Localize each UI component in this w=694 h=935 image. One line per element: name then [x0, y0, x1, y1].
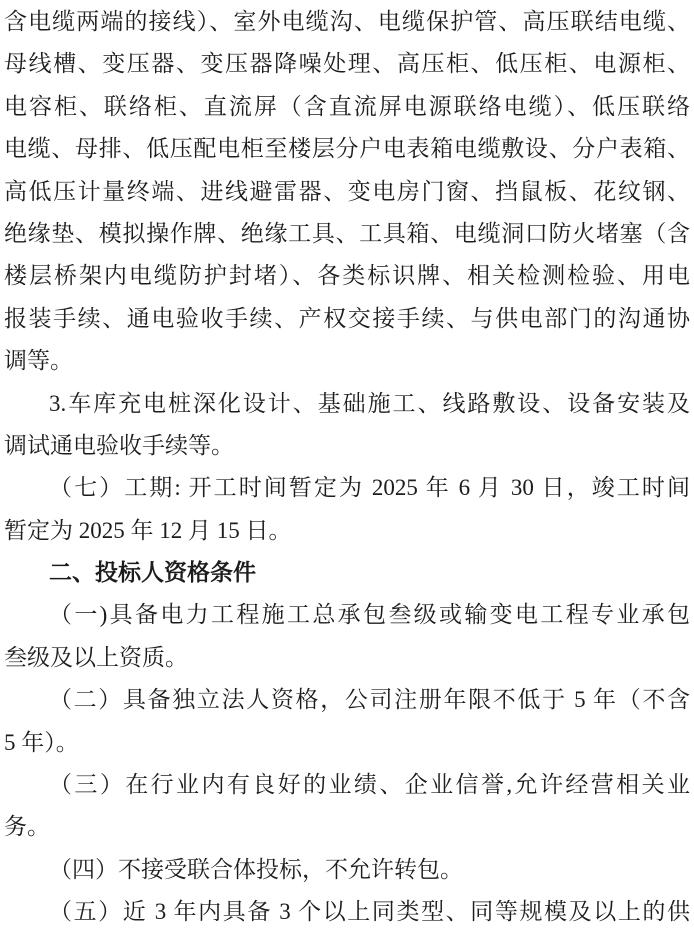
text-line: （一)具备电力工程施工总承包叁级或输变电工程专业承包: [49, 602, 690, 628]
text-line: 3.车库充电桩深化设计、基础施工、线路敷设、设备安装及: [49, 390, 690, 416]
text-line: （二）具备独立法人资格，公司注册年限不低于 5 年（不含: [49, 687, 690, 713]
text-line: 楼层桥架内电缆防护封堵）、各类标识牌、相关检测检验、用电: [4, 263, 690, 289]
text-line: 母线槽、变压器、变压器降噪处理、高压柜、低压柜、电源柜、: [4, 51, 690, 77]
text-line: 调试通电验收手续等。: [4, 432, 234, 458]
text-line: （四）不接受联合体投标，不允许转包。: [49, 856, 463, 882]
text-line: 高低压计量终端、进线避雷器、变电房门窗、挡鼠板、花纹钢、: [4, 178, 690, 204]
document-text-block: [4, 1, 690, 934]
text-line: 绝缘垫、模拟操作牌、绝缘工具、工具箱、电缆洞口防火堵塞（含: [4, 220, 690, 246]
text-line: 电缆、母排、低压配电柜至楼层分户电表箱电缆敷设、分户表箱、: [4, 136, 690, 162]
text-line: 电容柜、联络柜、直流屏（含直流屏电源联络电缆）、低压联络: [4, 93, 690, 119]
text-line: 务。: [4, 814, 50, 840]
text-line: （七）工期: 开工时间暂定为 2025 年 6 月 30 日，竣工时间: [49, 475, 690, 501]
text-line: 含电缆两端的接线）、室外电缆沟、电缆保护管、高压联结电缆、: [4, 9, 690, 34]
text-line: 调等。: [4, 348, 73, 374]
section-heading: 二、投标人资格条件: [49, 560, 256, 586]
text-line: 叁级及以上资质。: [4, 644, 188, 670]
text-line: 5 年）。: [4, 729, 79, 755]
text-line: 暂定为 2025 年 12 月 15 日。: [4, 517, 292, 543]
text-line: 报装手续、通电验收手续、产权交接手续、与供电部门的沟通协: [4, 305, 690, 331]
text-line: （五）近 3 年内具备 3 个以上同类型、同等规模及以上的供: [49, 899, 690, 925]
text-line: （三）在行业内有良好的业绩、企业信誉,允许经营相关业: [49, 772, 690, 798]
